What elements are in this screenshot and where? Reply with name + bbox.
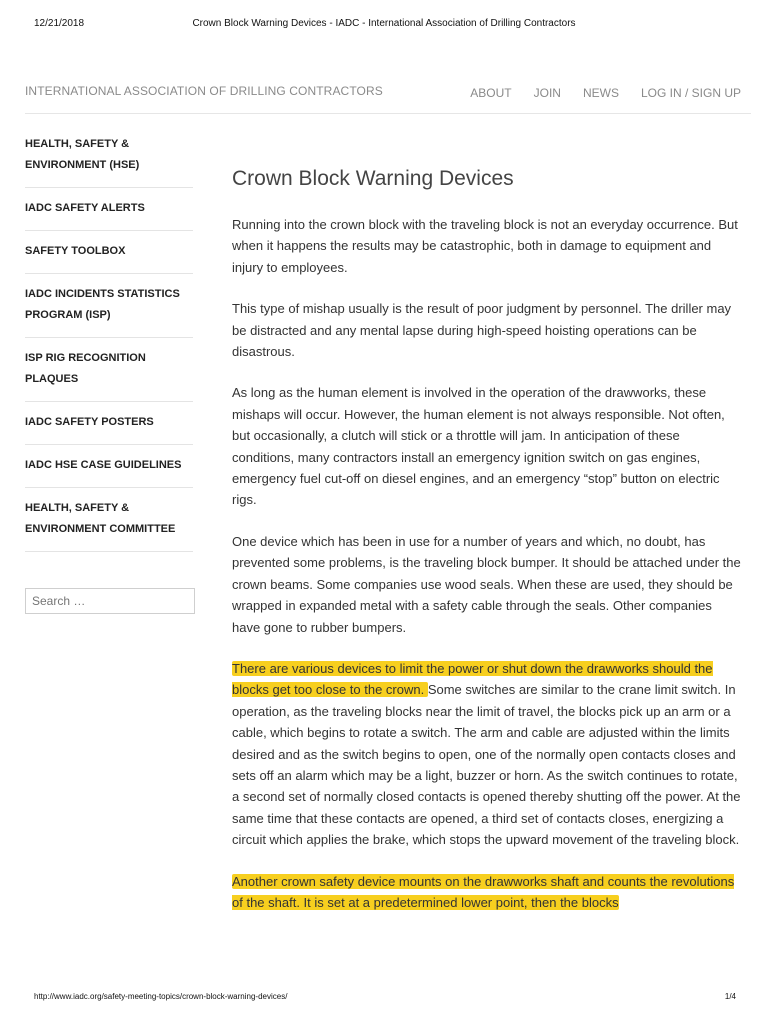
highlighted-text: Another crown safety device mounts on the drawworks shaft and counts the revolutions of the shaft. It is set at a predetermined lower point, then the blocks	[232, 873, 735, 910]
article-paragraph-5	[232, 658, 742, 851]
print-page-title: Crown Block Warning Devices - IADC - International Association of Drilling Contractors	[192, 18, 576, 29]
sidebar-item-isp-plaques[interactable]: ISP RIG RECOGNITION PLAQUES	[25, 338, 193, 402]
sidebar-item-safety-toolbox[interactable]: SAFETY TOOLBOX	[25, 231, 193, 274]
article-paragraph-2: This type of mishap usually is the result of poor judgment by personnel. The driller may be distracted and any mental lapse during high-speed hoisting operations can be disastrous.	[232, 301, 732, 360]
article-title: Crown Block Warning Devices	[232, 167, 514, 190]
highlighted-text: There are various devices to limit the power or shut down the drawworks should the blocks get too close to the crown.	[232, 660, 713, 698]
sidebar-item-isp[interactable]: IADC INCIDENTS STATISTICS PROGRAM (ISP)	[25, 274, 193, 338]
nav-join[interactable]: JOIN	[533, 86, 561, 100]
sidebar-item-safety-posters[interactable]: IADC SAFETY POSTERS	[25, 402, 193, 445]
nav-about[interactable]: ABOUT	[470, 86, 512, 100]
top-nav	[448, 86, 741, 100]
article-paragraph-1: Running into the crown block with the traveling block is not an everyday occurrence. But when it happens the results may be catastrophic, both in damage to equipment and injury to employees.	[232, 217, 738, 275]
nav-news[interactable]: NEWS	[582, 86, 619, 100]
article-paragraph-4: One device which has been in use for a number of years and which, no doubt, has prevented some problems, is the traveling block bumper. It should be attached under the crown beams. Some companies use wood seals. When these are used, they should be wrapped in expanded metal with a safety cable through the seals. Other companies have gone to rubber bumpers.	[232, 533, 741, 635]
print-header	[0, 18, 768, 32]
sidebar-item-hse[interactable]: HEALTH, SAFETY & ENVIRONMENT (HSE)	[25, 124, 193, 188]
sidebar-item-safety-alerts[interactable]: IADC SAFETY ALERTS	[25, 188, 193, 231]
print-page-number: 1/4	[724, 992, 736, 1001]
print-url: http://www.iadc.org/safety-meeting-topics/crown-block-warning-devices/	[34, 992, 288, 1001]
nav-login-signup[interactable]: LOG IN / SIGN UP	[640, 86, 741, 100]
site-header	[25, 84, 751, 114]
sidebar-item-hse-case-guidelines[interactable]: IADC HSE CASE GUIDELINES	[25, 445, 193, 488]
paragraph-text: Some switches are similar to the crane limit switch. In operation, as the traveling blocks near the limit of travel, the blocks pick up an arm or a cable, which begins to rotate a switch. The arm and cable are adjusted within the limits desired and as the switch begins to open, one of the normally open contacts closes and sets off an alarm which may be a light, buzzer or horn. As the switch continues to rotate, a second set of normally closed contacts is opened thereby shutting off the power. At the same time that these contacts are opened, a third set of contacts closes, energizing a circuit which applies the brake, which stops the upward movement of the traveling block.	[232, 682, 741, 848]
article	[232, 164, 742, 933]
sidebar-item-hse-committee[interactable]: HEALTH, SAFETY & ENVIRONMENT COMMITTEE	[25, 488, 193, 552]
print-date: 12/21/2018	[34, 18, 85, 29]
print-footer	[0, 992, 768, 1006]
search-input[interactable]	[25, 588, 195, 614]
site-name-link[interactable]: INTERNATIONAL ASSOCIATION OF DRILLING CONTRACTORS	[25, 84, 383, 98]
article-paragraph-3: As long as the human element is involved in the operation of the drawworks, these mishaps will occur. However, the human element is not always responsible. Not often, but occasionally, a clutch will stick or a throttle will jam. In anticipation of these conditions, many contractors install an emergency ignition switch on gas engines, emergency fuel cut-off on diesel engines, and an emergency “stop” button on electric rigs.	[232, 385, 725, 508]
sidebar	[25, 124, 193, 552]
article-paragraph-6	[232, 871, 742, 914]
